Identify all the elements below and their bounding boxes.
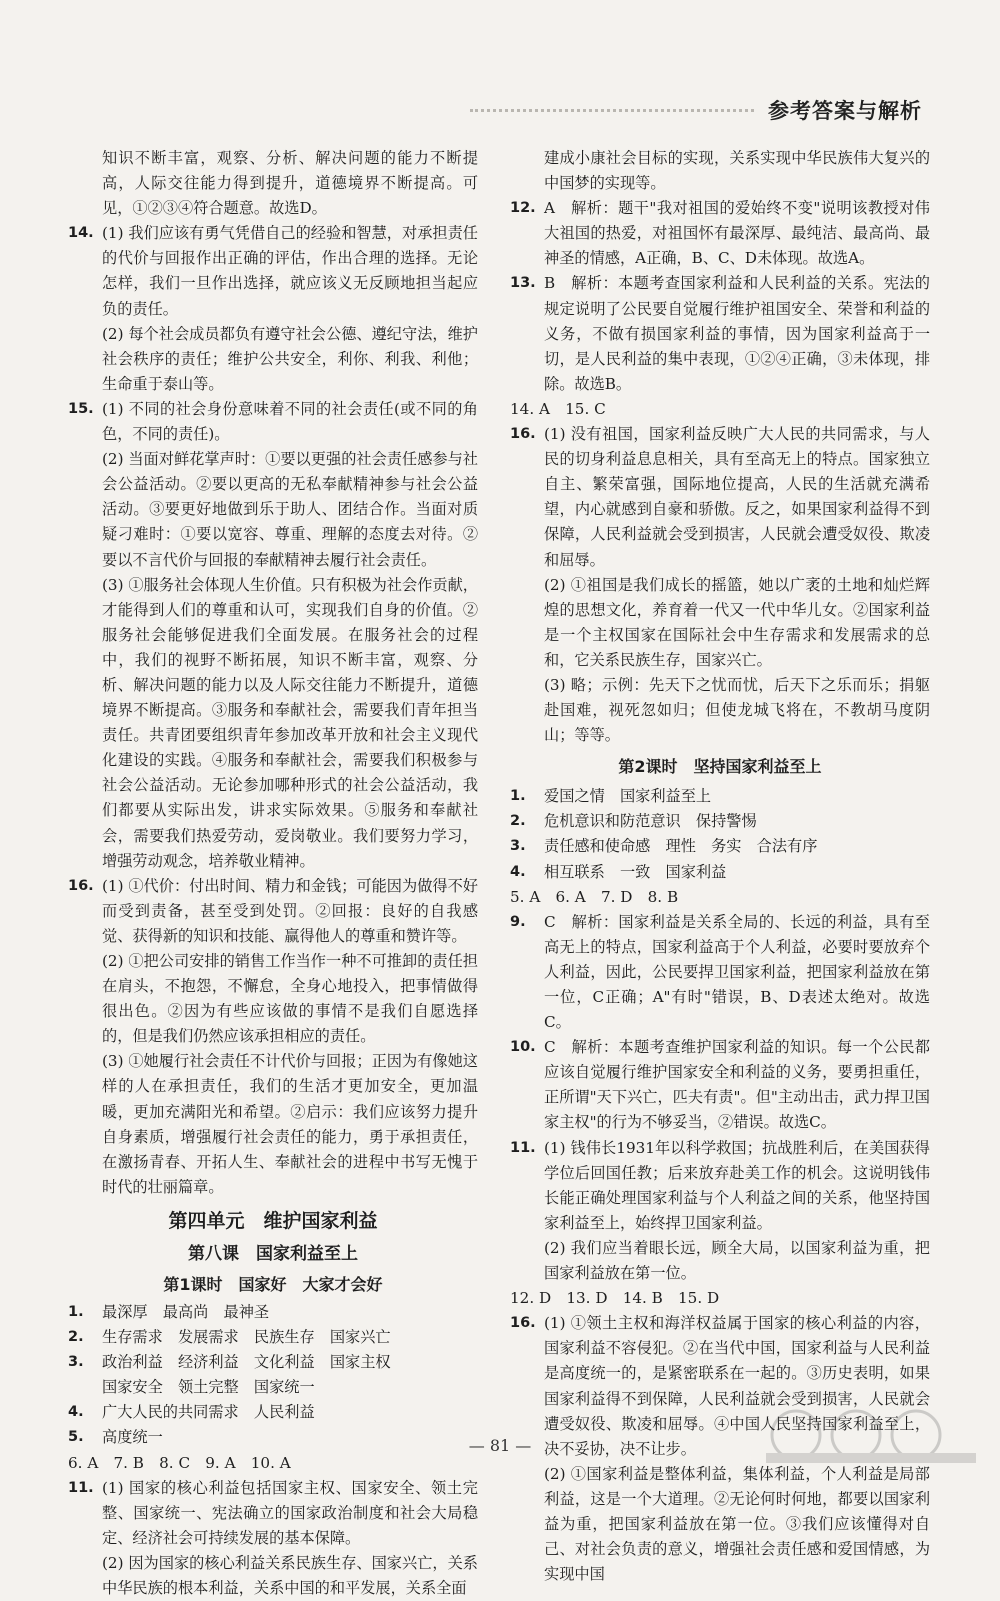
answer-4 (510, 860, 930, 885)
answer-4 (68, 1400, 478, 1425)
answer-text: 相互联系 一致 国家利益 (544, 862, 727, 881)
question-number: 9. (510, 913, 526, 930)
answer-12-15: 12. D 13. D 14. B 15. D (510, 1289, 720, 1308)
question-15 (68, 397, 478, 874)
carryover-paragraph: 建成小康社会目标的实现，关系实现中华民族伟大复兴的中国梦的实现等。 (544, 149, 930, 193)
answer-text: 高度统一 (102, 1428, 163, 1447)
question-11 (68, 1476, 478, 1601)
header-dotted-rule (470, 109, 754, 112)
question-number: 13. (510, 275, 536, 292)
question-number: 3. (68, 1354, 84, 1371)
question-13 (510, 271, 930, 396)
question-number: 16. (68, 877, 94, 894)
question-number: 5. (68, 1429, 84, 1446)
question-16 (68, 874, 478, 1200)
question-number: 14. (68, 225, 94, 242)
answer-part: (1) 不同的社会身份意味着不同的社会责任(或不同的角色，不同的责任)。 (102, 399, 478, 444)
question-number: 12. (510, 200, 536, 217)
answer-part: (2) 每个社会成员都负有遵守社会公德、遵纪守法，维护社会秩序的责任；维护公共安全，利你、利我、利他；生命重于泰山等。 (102, 324, 478, 393)
lesson-title: 第八课 国家利益至上 (188, 1243, 358, 1264)
answer-part: (3) ①服务社会体现人生价值。只有积极为社会作贡献，才能得到人们的尊重和认可，实现我们自身的价值。②服务社会能够促进我们全面发展。在服务社会的过程中，我们的视野不断拓展，知识不断丰富，观察、分析、解决问题的能力以及人际交往能力不断提升，道德境界不断提高。③服务和奉献社会，需要我们青年担当责任。共青团要组织青年参加改革开放和社会主义现代化建设的实践。④服务和奉献社会，需要我们积极参与社会公益活动。无论参加哪种形式的社会公益活动，我们都要从实际出发，讲求实际效果。⑤服务和奉献社会，需要我们热爱劳动，爱岗敬业。我们要努力学习，增强劳动观念，培养敬业精神。 (102, 575, 478, 870)
answer-text: C 解析：国家利益是关系全局的、长远的利益，具有至高无上的特点，国家利益高于个人利益，必要时要放弃个人利益，因此，公民要捍卫国家利益，把国家利益放在第一位，C正确；A"有时"错误，B、D表述太绝对。故选C。 (544, 912, 930, 1032)
question-10 (510, 1035, 930, 1135)
unit-title: 第四单元 维护国家利益 (168, 1209, 378, 1232)
answer-part: (3) ①她履行社会责任不计代价与回报；正因为有像她这样的人在承担责任，我们的生活才更加安全，更加温暖，更加充满阳光和希望。②启示：我们应该努力提升自身素质，增强履行社会责任的能力，勇于承担责任，在激扬青春、开拓人生、奉献社会的进程中书写无愧于时代的壮丽篇章。 (102, 1052, 478, 1196)
answer-14-15: 14. A 15. C (510, 399, 606, 418)
answer-part: (1) 钱伟长1931年以科学救国；抗战胜利后，在美国获得学位后回国任教；后来放弃赴美工作的机会。这说明钱伟长能正确处理国家利益与个人利益之间的关系，他坚持国家利益至上，始终捍卫国家利益。 (544, 1138, 930, 1232)
answer-2 (510, 809, 930, 834)
question-number: 4. (510, 863, 526, 880)
answer-part: (2) 我们应当着眼长远，顾全大局，以国家利益为重，把国家利益放在第一位。 (544, 1238, 930, 1283)
question-number: 10. (510, 1039, 536, 1056)
answer-part: (2) 当面对鲜花掌声时：①要以更强的社会责任感参与社会公益活动。②要以更高的无私奉献精神参与社会公益活动。③要更好地做到乐于助人、团结合作。当面对质疑刁难时：①要以宽容、尊重、理解的态度去对待。②要以不言代价与回报的奉献精神去履行社会责任。 (102, 450, 478, 569)
question-number: 2. (68, 1329, 84, 1346)
answer-part: (1) 我们应该有勇气凭借自己的经验和智慧，对承担责任的代价与回报作出正确的评估，作出合理的选择。无论怎样，我们一旦作出选择，就应该义无反顾地担当起应负的责任。 (102, 224, 478, 318)
answer-text: 危机意识和防范意识 保持警惕 (544, 812, 757, 831)
question-number: 1. (510, 788, 526, 805)
answer-text: 国家安全 领土完整 国家统一 (102, 1378, 315, 1397)
question-number: 16. (510, 1315, 536, 1332)
question-number: 2. (510, 813, 526, 830)
question-14 (68, 221, 478, 397)
section-title-2: 第2课时 坚持国家利益至上 (618, 757, 822, 777)
answer-part: (1) ①领土主权和海洋权益属于国家的核心利益的内容，国家利益不容侵犯。②在当代中国，国家利益与人民利益是高度统一的，是紧密联系在一起的。③历史表明，如果国家利益得不到保障，人民利益就会受到损害，人民就会遭受奴役、欺凌和屈辱。④中国人民坚持国家利益至上，决不妥协，决不让步。 (544, 1314, 930, 1458)
carryover-paragraph: 知识不断丰富，观察、分析、解决问题的能力不断提高，人际交往能力得到提升，道德境界不断提高。可见，①②③④符合题意。故选D。 (102, 149, 478, 218)
question-number: 3. (510, 838, 526, 855)
answer-part: (3) 略；示例：先天下之忧而忧，后天下之乐而乐；捐躯赴国难，视死忽如归；但使龙城飞将在，不教胡马度阴山；等等。 (544, 675, 930, 745)
question-9 (510, 910, 930, 1035)
answer-part: (1) ①代价：付出时间、精力和金钱；可能因为做得不好而受到责备，甚至受到处罚。②回报：良好的自我感觉、获得新的知识和技能、赢得他人的尊重和赞许等。 (102, 876, 478, 945)
answer-text: B 解析：本题考查国家利益和人民利益的关系。宪法的规定说明了公民要自觉履行维护祖国安全、荣誉和利益的义务，不做有损国家利益的事情，因为国家利益高于一切，是人民利益的集中表现，①②④正确，③未体现，排除。故选B。 (544, 274, 930, 393)
answer-part: (1) 国家的核心利益包括国家主权、国家安全、领土完整、国家统一、宪法确立的国家政治制度和社会大局稳定、经济社会可持续发展的基本保障。 (102, 1478, 478, 1547)
right-column (510, 146, 930, 1587)
answer-2 (68, 1325, 478, 1350)
page-number: — 81 — (468, 1436, 532, 1455)
answer-text: 广大人民的共同需求 人民利益 (102, 1403, 315, 1422)
answer-6-10: 6. A 7. B 8. C 9. A 10. A (68, 1453, 291, 1472)
answer-site-watermark-icon (756, 1405, 986, 1467)
page-header (470, 92, 922, 128)
answer-part: (2) ①把公司安排的销售工作当作一种不可推卸的责任担在肩头，不抱怨，不懈怠，全身心地投入，把事情做得很出色。②因为有些应该做的事情不是我们自愿选择的，但是我们仍然应该承担相应的责任。 (102, 952, 478, 1046)
answer-text: C 解析：本题考查维护国家利益的知识。每一个公民都应该自觉履行维护国家安全和利益的义务，要勇担重任，正所谓"天下兴亡，匹夫有责"。但"主动出击，武力捍卫国家主权"的行为不够妥当，②错误。故选C。 (544, 1038, 930, 1132)
question-16 (510, 422, 930, 748)
answer-text: 政治利益 经济利益 文化利益 国家主权 (102, 1353, 391, 1372)
answer-text: A 解析：题干"我对祖国的爱始终不变"说明该教授对伟大祖国的热爱，对祖国怀有最深厚、最纯洁、最高尚、最神圣的情感，A正确，B、C、D未体现。故选A。 (544, 199, 930, 268)
question-11 (510, 1136, 930, 1287)
answer-part: (1) 没有祖国，国家利益反映广大人民的共同需求，与人民的切身利益息息相关，具有至高无上的特点。国家独立自主、繁荣富强，国际地位提高，人民的生活就充满希望，内心就感到自豪和骄傲。反之，如果国家利益得不到保障，人民利益就会受到损害，人民就会遭受奴役、欺凌和屈辱。 (544, 425, 930, 569)
question-12 (510, 196, 930, 271)
section-title: 第1课时 国家好 大家才会好 (163, 1274, 383, 1294)
left-column (68, 146, 478, 1601)
answer-part: (2) ①国家利益是整体利益，集体利益，个人利益是局部利益，这是一个大道理。②无论何时何地，都要以国家利益为重，把国家利益放在第一位。③我们应该懂得对自己、对社会负责的意义，增强社会责任感和爱国情感，为实现中国 (544, 1464, 930, 1584)
answer-text: 爱国之情 国家利益至上 (544, 787, 712, 806)
question-number: 1. (68, 1303, 84, 1320)
answer-text: 生存需求 发展需求 民族生存 国家兴亡 (102, 1328, 391, 1347)
answer-3 (510, 834, 930, 859)
answer-part: (2) 因为国家的核心利益关系民族生存、国家兴亡，关系中华民族的根本利益，关系中国的和平发展，关系全面 (102, 1553, 478, 1597)
answer-part: (2) ①祖国是我们成长的摇篮，她以广袤的土地和灿烂辉煌的思想文化，养育着一代又一代中华儿女。②国家利益是一个主权国家在国际社会中生存需求和发展需求的总和，它关系民族生存，国家兴亡。 (544, 575, 930, 669)
header-title: 参考答案与解析 (768, 99, 922, 123)
question-number: 11. (510, 1139, 536, 1156)
question-number: 15. (68, 400, 94, 417)
answer-3 (68, 1350, 478, 1400)
question-number: 4. (68, 1404, 84, 1421)
answer-text: 责任感和使命感 理性 务实 合法有序 (544, 837, 818, 856)
question-number: 16. (510, 426, 536, 443)
question-number: 11. (68, 1479, 94, 1496)
answer-5-8: 5. A 6. A 7. D 8. B (510, 887, 679, 906)
answer-text: 最深厚 最高尚 最神圣 (102, 1302, 270, 1321)
answer-1 (68, 1300, 478, 1325)
answer-1 (510, 784, 930, 809)
